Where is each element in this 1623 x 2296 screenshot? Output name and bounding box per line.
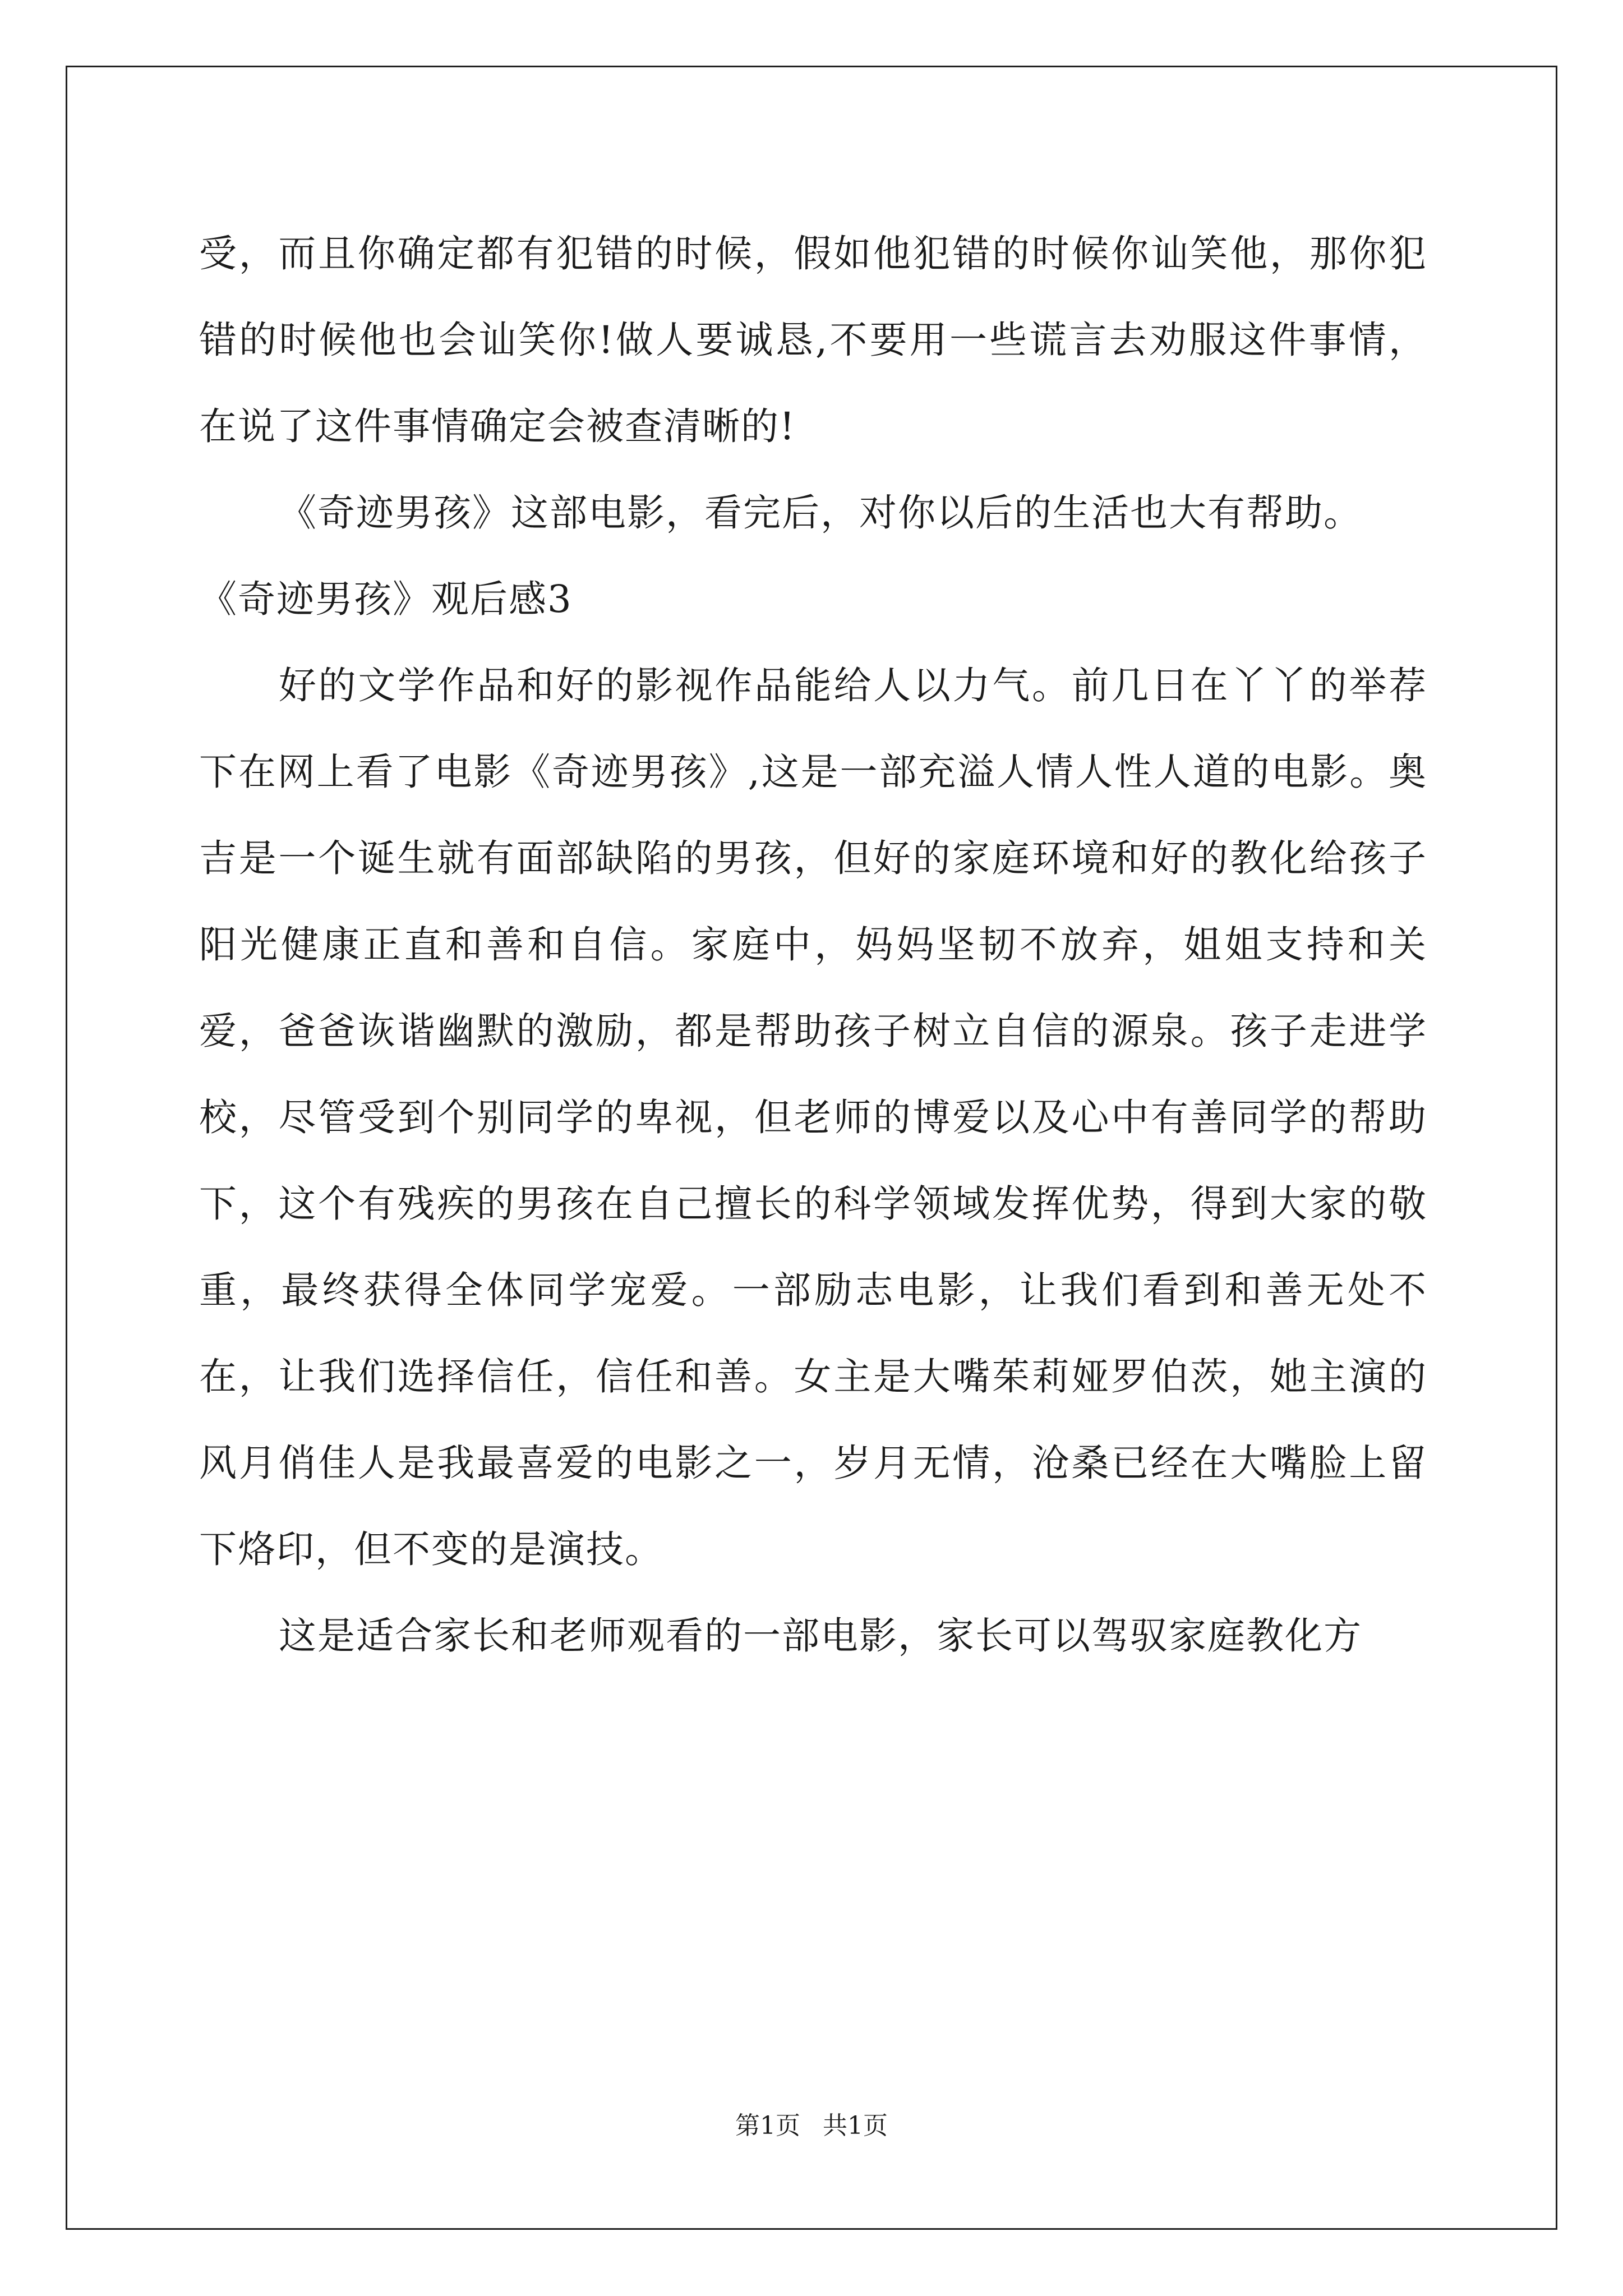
paragraph-review: 好的文学作品和好的影视作品能给人以力气。前几日在丫丫的举荐下在网上看了电影《奇迹男孩》,这是一部充溢人情人性人道的电影。奥吉是一个诞生就有面部缺陷的男孩，但好的家庭环境和好的教化给孩子阳光健康正直和善和自信。家庭中，妈妈坚韧不放弃，姐姐支持和关爱，爸爸诙谐幽默的激励，都是帮助孩子树立自信的源泉。孩子走进学校，尽管受到个别同学的卑视，但老师的博爱以及心中有善同学的帮助下，这个有残疾的男孩在自己擅长的科学领域发挥优势，得到大家的敬重，最终获得全体同学宠爱。一部励志电影，让我们看到和善无处不在，让我们选择信任，信任和善。女主是大嘴茱莉娅罗伯茨，她主演的风月俏佳人是我最喜爱的电影之一，岁月无情，沧桑已经在大嘴脸上留下烙印，但不变的是演技。 (199, 664, 1427, 1571)
paragraph-continuation: 受，而且你确定都有犯错的时候，假如他犯错的时候你讪笑他，那你犯错的时候他也会讪笑你!做人要诚恳,不要用一些谎言去劝服这件事情，在说了这件事情确定会被查清晰的! (199, 232, 1427, 448)
page-footer (0, 2109, 1623, 2143)
page-number: 第1页 (735, 2111, 800, 2140)
paragraph-summary: 《奇迹男孩》这部电影，看完后，对你以后的生活也大有帮助。 (279, 491, 1362, 535)
paragraph-closing: 这是适合家长和老师观看的一部电影，家长可以驾驭家庭教化方 (279, 1614, 1362, 1658)
page-total: 共1页 (823, 2111, 888, 2140)
section-heading: 《奇迹男孩》观后感3 (199, 577, 573, 621)
document-body (199, 210, 1427, 1679)
